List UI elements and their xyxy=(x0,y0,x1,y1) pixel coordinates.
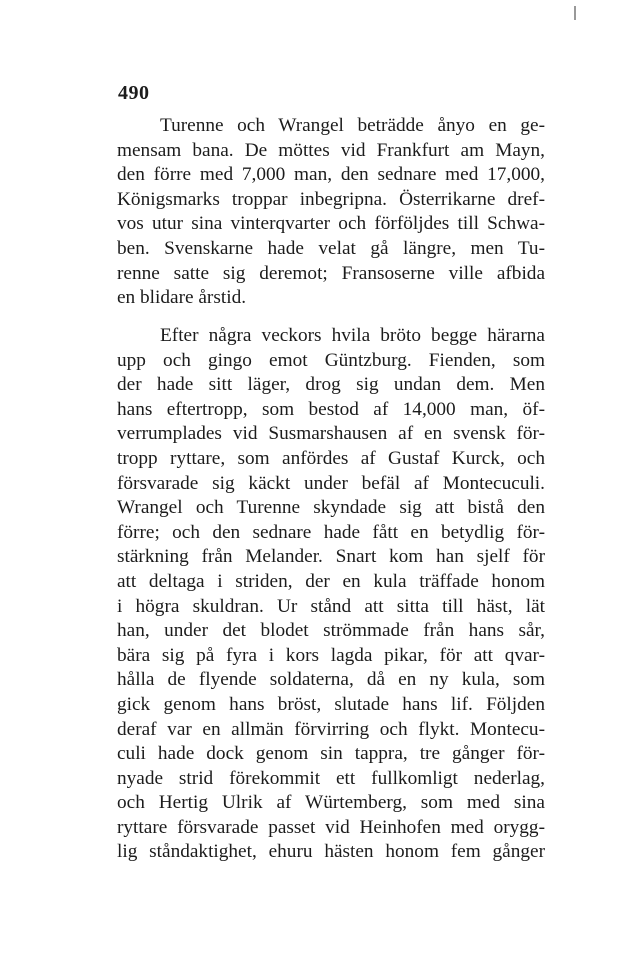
text-line: Wrangel och Turenne skyndade sig att bistå den xyxy=(117,497,545,519)
text-line: verrumplades vid Susmarshausen af en svensk för- xyxy=(117,423,545,445)
text-line: lig ståndaktighet, ehuru hästen honom fem gånger xyxy=(117,841,545,863)
page-number: 490 xyxy=(118,82,150,104)
text-line: renne satte sig deremot; Fransoserne ville afbida xyxy=(117,262,545,284)
text-line: en blidare årstid. xyxy=(117,287,247,309)
text-line: der hade sitt läger, drog sig undan dem. Men xyxy=(117,374,545,396)
text-line: förre; och den sednare hade fått en betydlig för- xyxy=(117,521,545,543)
text-line: deraf var en allmän förvirring och flykt. Montecu- xyxy=(117,718,545,740)
paragraph-2 xyxy=(117,324,545,865)
text-line: den förre med 7,000 man, den sednare med 17,000, xyxy=(117,164,545,186)
text-line: mensam bana. De möttes vid Frankfurt am Mayn, xyxy=(117,139,545,161)
text-line: hans eftertropp, som bestod af 14,000 man, öf- xyxy=(117,398,545,420)
text-line: i högra skuldran. Ur stånd att sitta till häst, lät xyxy=(117,595,545,617)
text-line: gick genom hans bröst, slutade hans lif. Följden xyxy=(117,693,545,715)
text-line: Turenne och Wrangel beträdde ånyo en ge- xyxy=(160,115,545,136)
text-line: att deltaga i striden, der en kula träffade honom xyxy=(117,570,545,592)
text-line: försvarade sig käckt under befäl af Montecuculi. xyxy=(117,472,545,494)
paragraph-1 xyxy=(117,114,545,311)
text-line: upp och gingo emot Güntzburg. Fienden, som xyxy=(117,349,545,371)
text-line: culi hade dock genom sin tappra, tre gånger för- xyxy=(117,743,545,765)
text-line: Efter några veckors hvila bröto begge härarna xyxy=(160,325,545,346)
text-line: vos utur sina vinterqvarter och förföljdes till Schwa- xyxy=(117,213,545,235)
text-line: nyade strid förekommit ett fullkomligt nederlag, xyxy=(117,767,545,789)
text-line: tropp ryttare, som anfördes af Gustaf Kurck, och xyxy=(117,447,545,469)
text-line: och Hertig Ulrik af Würtemberg, som med sina xyxy=(117,792,545,814)
text-line: Königsmarks troppar inbegripna. Österrikarne dref- xyxy=(117,188,545,210)
text-line: ryttare försvarade passet vid Heinhofen med orygg- xyxy=(117,816,545,838)
text-line: hålla de flyende soldaterna, då en ny kula, som xyxy=(117,669,545,691)
text-line: han, under det blodet strömmade från hans sår, xyxy=(117,620,545,642)
corner-mark xyxy=(574,6,576,20)
text-line: ben. Svenskarne hade velat gå längre, men Tu- xyxy=(117,237,545,259)
text-line: stärkning från Melander. Snart kom han sjelf för xyxy=(117,546,545,568)
text-line: bära sig på fyra i kors lagda pikar, för att qvar- xyxy=(117,644,545,666)
